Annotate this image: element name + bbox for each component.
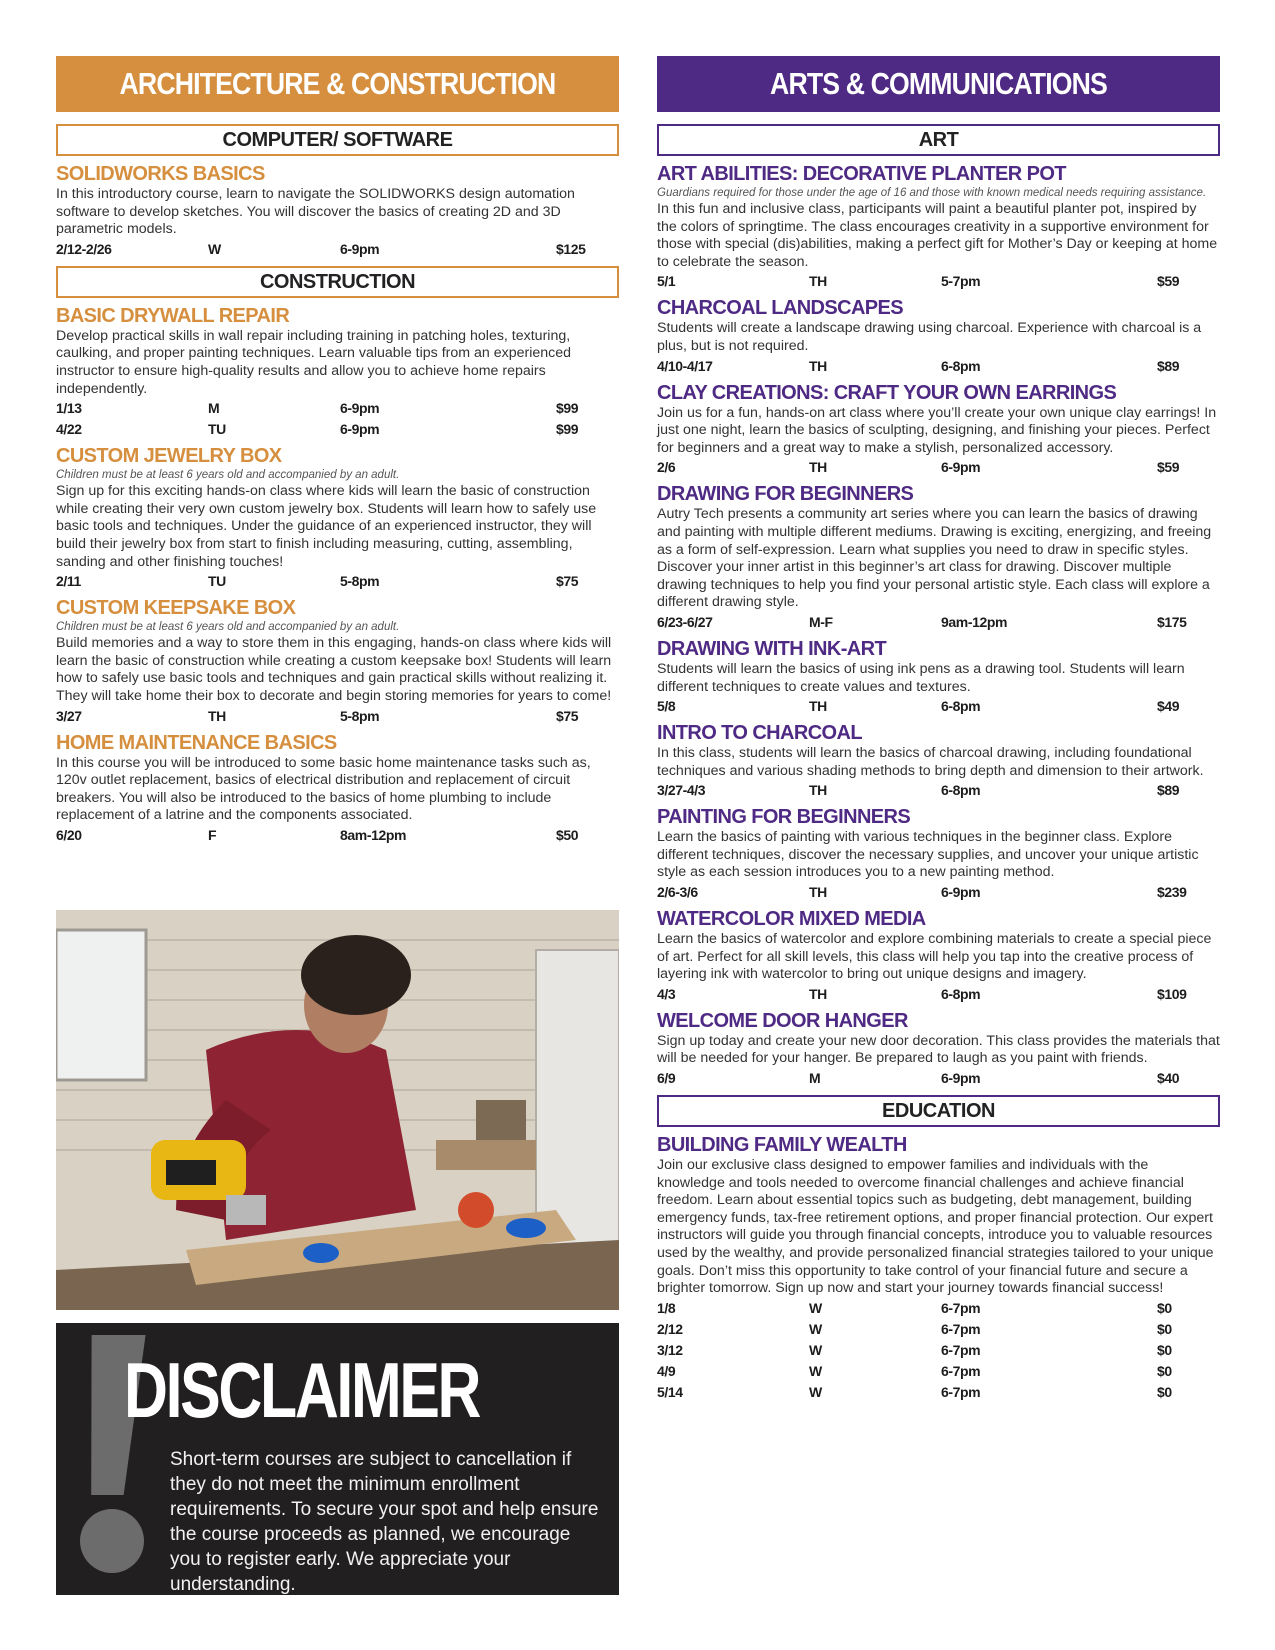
session-row (657, 271, 1220, 292)
session-day: W (809, 1362, 822, 1379)
session-date: 3/12 (657, 1341, 683, 1358)
session-time: 6-7pm (941, 1320, 981, 1337)
session-day: TH (809, 884, 827, 901)
session-row (657, 356, 1220, 377)
session-price: $59 (1157, 273, 1180, 290)
session-price: $125 (556, 240, 586, 257)
session-time: 6-9pm (941, 459, 981, 476)
course-title: BASIC DRYWALL REPAIR (56, 304, 290, 327)
session-day: W (809, 1320, 822, 1337)
course-description: In this fun and inclusive class, participants will paint a beautiful planter pot, inspired by the colors of springtime. The class encourages creativity in a supportive environment for those with special (dis)abilities, making a perfect gift for Mother’s Day or keeping at home to celebrate the season. (657, 201, 1218, 270)
session-row (657, 1382, 1220, 1403)
course-title: CLAY CREATIONS: CRAFT YOUR OWN EARRINGS (657, 381, 1117, 404)
session-date: 2/6 (657, 459, 676, 476)
session-row (657, 1340, 1220, 1361)
session-price: $75 (556, 707, 579, 724)
course-listing (56, 304, 619, 440)
session-row (657, 696, 1220, 717)
session-time: 6-8pm (941, 357, 981, 374)
course-title: BUILDING FAMILY WEALTH (657, 1134, 907, 1157)
course-description: Students will learn the basics of using ink pens as a drawing tool. Students will learn different techniques to create values and textures. (657, 660, 1185, 695)
session-day: TH (809, 459, 827, 476)
course-listing (657, 1009, 1220, 1089)
session-price: $40 (1157, 1070, 1180, 1087)
session-day: TU (208, 421, 226, 438)
course-description: Learn the basics of watercolor and explore combining materials to create a special piece of art. Perfect for all skill levels, this class will help you tap into the creative process of layering ink with watercolor to bring out unique designs and imagery. (657, 931, 1212, 983)
session-date: 3/27 (56, 707, 82, 724)
course-title: DRAWING FOR BEGINNERS (657, 483, 914, 506)
arts-banner (657, 56, 1220, 112)
course-title: PAINTING FOR BEGINNERS (657, 806, 911, 829)
session-day: TH (809, 357, 827, 374)
session-row (657, 1361, 1220, 1382)
session-date: 5/8 (657, 698, 676, 715)
course-title: ART ABILITIES: DECORATIVE PLANTER POT (657, 163, 1066, 185)
course-listing (657, 637, 1220, 717)
session-row (56, 419, 619, 440)
session-day: TH (809, 698, 827, 715)
architecture-construction-column (56, 56, 619, 850)
course-title: CHARCOAL LANDSCAPES (657, 297, 904, 320)
architecture-banner-title: ARCHITECTURE & CONSTRUCTION (119, 66, 556, 101)
session-row (657, 457, 1220, 478)
arts-communications-column (657, 56, 1220, 1407)
session-date: 2/6-3/6 (657, 884, 698, 901)
architecture-banner (56, 56, 619, 112)
session-price: $109 (1157, 985, 1187, 1002)
disclaimer-box (56, 1323, 619, 1595)
course-listing (56, 162, 619, 260)
course-description: In this course you will be introduced to some basic home maintenance tasks such as, 120v outlet replacement, basics of electrical distribution and replacement of circuit breakers. You will also be introduced to the basics of home plumbing to include replacement of a latrine and the components associated. (56, 754, 591, 824)
session-price: $0 (1157, 1299, 1172, 1316)
session-day: M (809, 1070, 821, 1087)
session-date: 1/8 (657, 1299, 676, 1316)
course-listing (657, 162, 1220, 292)
session-row (657, 1298, 1220, 1319)
session-row (657, 984, 1220, 1005)
session-day: TH (208, 707, 226, 724)
session-price: $50 (556, 826, 579, 843)
session-day: TU (208, 573, 226, 590)
session-price: $0 (1157, 1362, 1172, 1379)
session-price: $0 (1157, 1341, 1172, 1358)
course-listing (657, 482, 1220, 633)
session-price: $89 (1157, 357, 1180, 374)
session-day: M-F (809, 613, 833, 630)
session-day: M (208, 400, 220, 417)
session-time: 6-9pm (340, 421, 380, 438)
session-date: 2/11 (56, 573, 81, 590)
session-row (657, 612, 1220, 633)
course-description: Sign up today and create your new door decoration. This class provides the materials that will be needed for your hanger. Be prepared to laugh as you paint with friends. (657, 1032, 1220, 1067)
section-heading: CONSTRUCTION (56, 266, 619, 298)
session-date: 4/3 (657, 985, 676, 1002)
session-date: 3/27-4/3 (657, 782, 706, 799)
session-date: 4/22 (56, 421, 82, 438)
session-date: 6/9 (657, 1070, 676, 1087)
session-time: 6-8pm (941, 782, 981, 799)
session-time: 6-8pm (941, 698, 981, 715)
session-price: $59 (1157, 459, 1180, 476)
section-heading: EDUCATION (657, 1095, 1220, 1127)
session-time: 9am-12pm (941, 613, 1008, 630)
session-day: TH (809, 782, 827, 799)
session-price: $89 (1157, 782, 1180, 799)
course-description: Autry Tech presents a community art series where you can learn the basics of drawing and painting with multiple different mediums. Drawing is exciting, energizing, and freeing as a form of self-expression. Learn what supplies you need to draw in specific styles. Discover your inner artist in this beginner’s art class for drawing. Discover multiple drawing techniques to help you find your personal artistic style. Each class will explore a different drawing style. (657, 506, 1212, 611)
session-time: 5-7pm (941, 273, 981, 290)
course-title: INTRO TO CHARCOAL (657, 722, 862, 745)
session-row (56, 706, 619, 727)
session-date: 1/13 (56, 400, 82, 417)
course-title: WATERCOLOR MIXED MEDIA (657, 908, 926, 931)
exclamation-dot-icon (80, 1509, 144, 1573)
session-date: 4/9 (657, 1362, 676, 1379)
session-price: $0 (1157, 1383, 1172, 1400)
course-description: In this introductory course, learn to navigate the SOLIDWORKS design automation software to develop sketches. You will discover the basics of creating 2D and 3D parametric models. (56, 186, 575, 238)
woodworking-photo (56, 910, 619, 1310)
session-price: $175 (1157, 613, 1187, 630)
session-day: W (809, 1341, 822, 1358)
section-heading: ART (657, 124, 1220, 156)
session-time: 6-7pm (941, 1383, 981, 1400)
course-description: Learn the basics of painting with various techniques in the beginner class. Explore different techniques, discover the necessary supplies, and uncover your unique artistic style as each session introduces you to a new painting method. (657, 829, 1199, 881)
session-day: F (208, 826, 217, 843)
session-day: W (809, 1383, 822, 1400)
photo-illustration (56, 910, 619, 1310)
course-listing (657, 381, 1220, 479)
course-description: Develop practical skills in wall repair including training in patching holes, texturing, caulking, and proper painting techniques. Learn valuable tips from an experienced instructor to ensure high-quality results and allow you to achieve home repairs independently. (56, 327, 572, 397)
session-price: $49 (1157, 698, 1180, 715)
course-listing (657, 296, 1220, 376)
session-date: 2/12 (657, 1320, 683, 1337)
session-day: W (208, 240, 221, 257)
course-listing (657, 907, 1220, 1005)
session-row (56, 239, 619, 260)
course-description: Join us for a fun, hands-on art class where you’ll create your own unique clay earrings! In just one night, learn the basics of sculpting, designing, and finishing your pieces. Perfect for beginners and a great way to make a stylish, personalized accessory. (657, 404, 1217, 456)
course-listing (56, 444, 619, 592)
session-row (56, 825, 619, 846)
course-listing (657, 1133, 1220, 1403)
section-heading: COMPUTER/ SOFTWARE (56, 124, 619, 156)
session-price: $0 (1157, 1320, 1172, 1337)
course-listing (657, 805, 1220, 903)
course-note: Guardians required for those under the age of 16 and those with known medical needs requiring assistance. (657, 187, 1207, 199)
course-description: Join our exclusive class designed to empower families and individuals with the knowledge and tools needed to overcome financial challenges and achieve financial freedom. Learn about essential topics such as budgeting, debt management, building emergency funds, tax-free retirement options, and proper financial protection. Our expert instructors will guide you through financial concepts, introduce you to valuable resources used by the wealthy, and provide personalized financial strategies tailored to your unique goals. Don’t miss this opportunity to take control of your financial future and secure a brighter tomorrow. Sign up now and start your journey towards financial success! (657, 1157, 1214, 1297)
session-time: 6-9pm (340, 400, 380, 417)
course-title: HOME MAINTENANCE BASICS (56, 731, 337, 754)
course-description: Sign up for this exciting hands-on class where kids will learn the basic of construction while creating their very own custom jewelry box. Students will learn how to safely use basic tools and techniques. Under the guidance of an experienced instructor, they will build their jewelry box from start to finish including measuring, cutting, assembling, sanding and other finishing touches! (56, 483, 597, 570)
session-date: 5/1 (657, 273, 676, 290)
session-time: 6-9pm (340, 240, 380, 257)
session-row (657, 1068, 1220, 1089)
session-row (657, 1319, 1220, 1340)
session-row (657, 780, 1220, 801)
session-row (56, 398, 619, 419)
session-time: 6-7pm (941, 1299, 981, 1316)
course-note: Children must be at least 6 years old and accompanied by an adult. (56, 469, 400, 482)
session-time: 5-8pm (340, 707, 380, 724)
course-description: Students will create a landscape drawing using charcoal. Experience with charcoal is a plus, but is not required. (657, 320, 1202, 354)
session-date: 6/20 (56, 826, 82, 843)
session-row (657, 882, 1220, 903)
course-description: Build memories and a way to store them in this engaging, hands-on class where kids will learn the basic of construction while creating a custom keepsake box! Students will learn how to safely use basic tools and techniques and gain practical skills without realizing it. They will take home their box to decorate and begin storing memories for years to come! (56, 635, 612, 704)
course-title: CUSTOM JEWELRY BOX (56, 445, 282, 468)
session-price: $239 (1157, 884, 1187, 901)
course-title: DRAWING WITH INK-ART (657, 637, 887, 660)
session-time: 6-9pm (941, 884, 981, 901)
course-title: WELCOME DOOR HANGER (657, 1009, 908, 1032)
session-price: $75 (556, 573, 579, 590)
session-row (56, 571, 619, 592)
session-day: TH (809, 985, 827, 1002)
session-date: 2/12-2/26 (56, 240, 112, 257)
session-date: 5/14 (657, 1383, 683, 1400)
course-listing (657, 721, 1220, 801)
session-price: $99 (556, 400, 579, 417)
session-date: 6/23-6/27 (657, 613, 713, 630)
session-date: 4/10-4/17 (657, 357, 713, 374)
course-title: CUSTOM KEEPSAKE BOX (56, 597, 296, 620)
session-time: 8am-12pm (340, 826, 407, 843)
course-listing (56, 596, 619, 726)
session-day: W (809, 1299, 822, 1316)
session-day: TH (809, 273, 827, 290)
session-time: 6-7pm (941, 1341, 981, 1358)
course-note: Children must be at least 6 years old and accompanied by an adult. (56, 621, 400, 634)
session-time: 5-8pm (340, 573, 380, 590)
session-time: 6-7pm (941, 1362, 981, 1379)
session-price: $99 (556, 421, 579, 438)
arts-banner-title: ARTS & COMMUNICATIONS (770, 66, 1107, 101)
disclaimer-title: DISCLAIMER (124, 1346, 480, 1434)
session-time: 6-9pm (941, 1070, 981, 1087)
course-title: SOLIDWORKS BASICS (56, 163, 265, 185)
session-time: 6-8pm (941, 985, 981, 1002)
course-listing (56, 731, 619, 846)
disclaimer-text: Short-term courses are subject to cancellation if they do not meet the minimum enrollment requirements. To secure your spot and help ensure the course proceeds as planned, we encourage you to register early. We appreciate your understanding. (170, 1449, 599, 1595)
course-description: In this class, students will learn the basics of charcoal drawing, including foundational techniques and various shading methods to bring depth and dimension to their artwork. (657, 745, 1204, 779)
